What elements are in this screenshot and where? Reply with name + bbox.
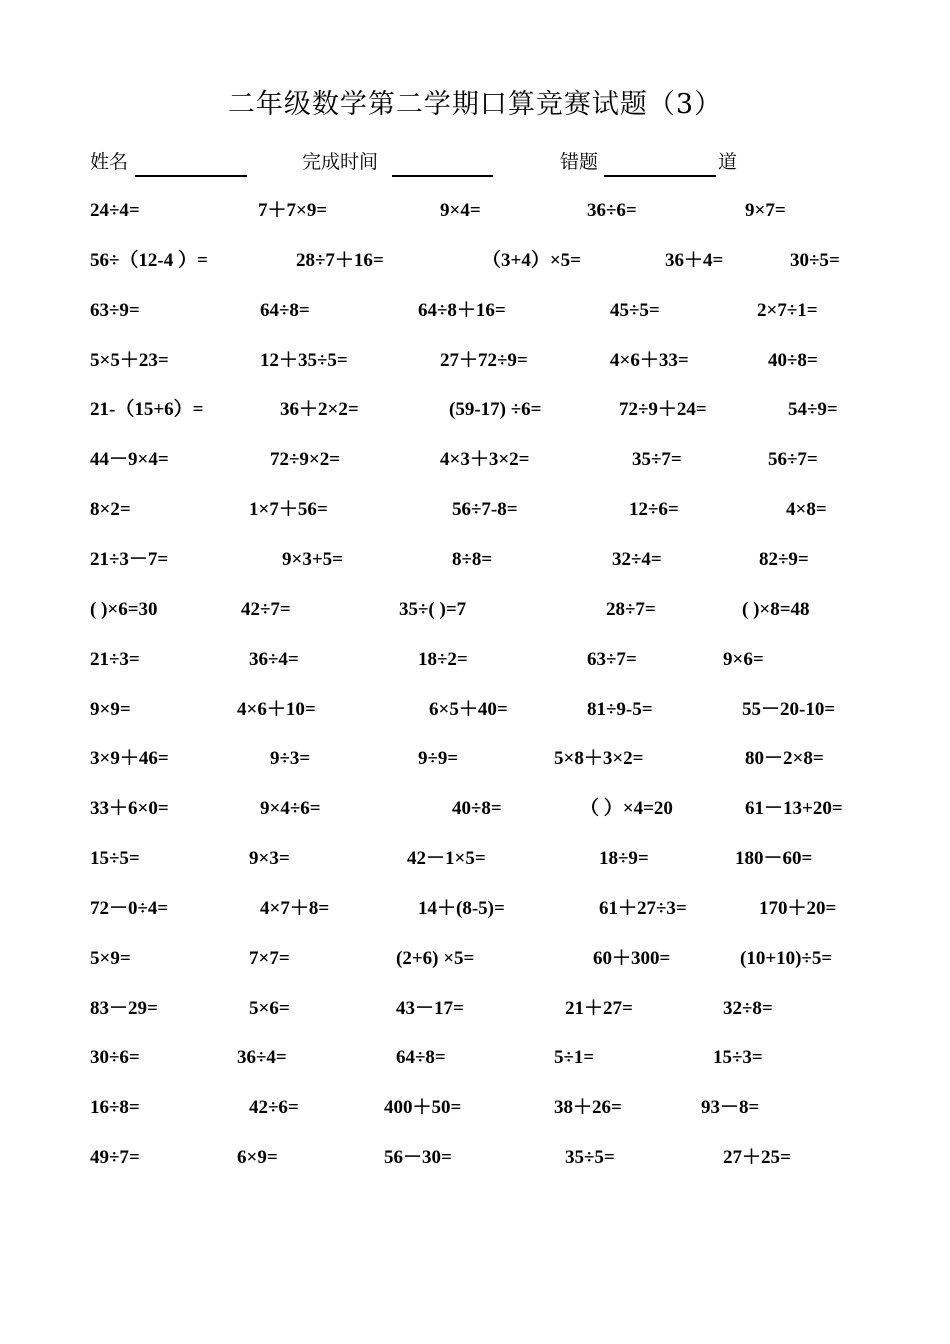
problem-item: 32÷8= [723, 997, 773, 1019]
problem-row [0, 898, 950, 928]
problem-item: 54÷9= [788, 399, 838, 421]
problem-item: 9÷3= [270, 748, 311, 770]
problem-item: 15÷5= [90, 848, 140, 870]
problem-item: 56－30= [384, 1147, 452, 1169]
problem-item: 3×9＋46= [90, 748, 169, 770]
problem-item: 40÷8= [452, 798, 502, 820]
problem-item: 18÷9= [599, 848, 649, 870]
problem-row [0, 1097, 950, 1127]
problem-item: 28÷7＋16= [296, 249, 384, 271]
problem-item: 2×7÷1= [757, 299, 818, 321]
problem-item: 12÷6= [629, 499, 679, 521]
name-label: 姓名 [90, 151, 129, 173]
problem-item: 72÷9＋24= [619, 399, 707, 421]
problem-item: 64÷8= [260, 299, 310, 321]
problem-item: 42－1×5= [407, 848, 486, 870]
problem-row [0, 300, 950, 330]
problem-row [0, 599, 950, 629]
problem-item: 24÷4= [90, 200, 140, 221]
problem-item: (2+6) ×5= [396, 947, 475, 969]
worksheet-title: 二年级数学第二学期口算竞赛试题（3） [227, 89, 723, 120]
problem-row [0, 998, 950, 1028]
problem-row [0, 649, 950, 679]
problem-row [0, 250, 950, 280]
problem-row [0, 549, 950, 579]
problem-item: 32÷4= [612, 548, 662, 570]
problem-item: 27＋72÷9= [440, 349, 528, 371]
problem-row [0, 200, 950, 230]
problem-item: 7×7= [249, 947, 290, 969]
problem-item: 5×9= [90, 947, 131, 969]
problem-item: 43－17= [396, 997, 464, 1019]
problem-item: 4×6＋33= [610, 349, 689, 371]
problem-item: 30÷6= [90, 1047, 140, 1069]
problem-item: 30÷5= [790, 249, 840, 271]
problem-item: 9×6= [723, 648, 764, 670]
problem-item: 9×4= [440, 200, 481, 221]
errors-label: 错题 [560, 151, 599, 173]
problem-row [0, 1047, 950, 1077]
problem-item: 61－13+20= [745, 798, 843, 820]
problem-item: 5÷1= [554, 1047, 595, 1069]
problem-item: 12＋35÷5= [260, 349, 348, 371]
problem-row [0, 1147, 950, 1177]
problem-item: 9×3+5= [282, 548, 343, 570]
problem-item: 18÷2= [418, 648, 468, 670]
problem-item: (10+10)÷5= [740, 947, 833, 969]
problem-item: 38＋26= [554, 1097, 622, 1119]
problem-item: 9×9= [90, 698, 131, 720]
problem-item: 63÷7= [587, 648, 637, 670]
problem-item: 6×9= [237, 1147, 278, 1169]
problem-item: 9×4÷6= [260, 798, 321, 820]
problem-item: 400＋50= [384, 1097, 462, 1119]
problem-item: 36÷6= [587, 200, 637, 221]
time-label: 完成时间 [302, 151, 379, 173]
problem-item: 81÷9-5= [587, 698, 653, 720]
problem-item: 56÷7-8= [452, 499, 518, 521]
problem-item: 63÷9= [90, 299, 140, 321]
problem-item: 9×3= [249, 848, 290, 870]
problem-item: 60＋300= [593, 947, 671, 969]
problem-item: 55－20-10= [742, 698, 836, 720]
problem-item: 83－29= [90, 997, 158, 1019]
problem-item: 36÷4= [249, 648, 299, 670]
problem-row [0, 798, 950, 828]
problem-item: 56÷7= [768, 449, 818, 471]
problem-item: 21-（15+6）= [90, 399, 204, 421]
problem-item: ( )×6=30 [90, 598, 158, 620]
problem-item: 180－60= [735, 848, 813, 870]
problem-item: 64÷8＋16= [418, 299, 506, 321]
problem-item: 36＋2×2= [280, 399, 359, 421]
problem-row [0, 699, 950, 729]
problem-item: 5×8＋3×2= [554, 748, 644, 770]
problem-item: 7＋7×9= [258, 200, 328, 221]
problem-item: 93－8= [701, 1097, 760, 1119]
problem-item: 33＋6×0= [90, 798, 169, 820]
problem-item: 8÷8= [452, 548, 493, 570]
problem-item: 6×5＋40= [429, 698, 508, 720]
problem-row [0, 399, 950, 429]
problem-item: 21÷3－7= [90, 548, 169, 570]
problem-item: 16÷8= [90, 1097, 140, 1119]
problem-item: 4×3＋3×2= [440, 449, 530, 471]
problem-item: 21＋27= [565, 997, 633, 1019]
problem-item: 80－2×8= [745, 748, 824, 770]
problem-item: 36÷4= [237, 1047, 287, 1069]
problem-item: 72÷9×2= [270, 449, 341, 471]
problem-item: 14＋(8-5)= [418, 897, 505, 919]
problem-item: 82÷9= [759, 548, 809, 570]
problem-item: 9÷9= [418, 748, 459, 770]
problem-row [0, 948, 950, 978]
problem-item: 64÷8= [396, 1047, 446, 1069]
problem-item: 21÷3= [90, 648, 140, 670]
problem-item: 42÷7= [241, 598, 291, 620]
problem-item: 4×7＋8= [260, 897, 330, 919]
problem-row [0, 449, 950, 479]
problem-item: 35÷5= [565, 1147, 615, 1169]
problem-row [0, 350, 950, 380]
problem-item: （3+4）×5= [482, 249, 581, 271]
problem-item: 170＋20= [759, 897, 837, 919]
problem-item: 8×2= [90, 499, 131, 521]
problem-item: (59-17) ÷6= [449, 399, 542, 421]
problem-item: 27＋25= [723, 1147, 791, 1169]
problem-row [0, 848, 950, 878]
problem-item: 15÷3= [713, 1047, 763, 1069]
problem-item: 40÷8= [768, 349, 818, 371]
problem-item: 5×5＋23= [90, 349, 169, 371]
problem-item: 36＋4= [665, 249, 724, 271]
problem-row [0, 748, 950, 778]
problem-item: 35÷( )=7 [399, 598, 467, 620]
problem-item: 9×7= [745, 200, 786, 221]
problem-item: 44－9×4= [90, 449, 169, 471]
problem-item: （ ）×4=20 [580, 798, 673, 820]
problem-item: 42÷6= [249, 1097, 299, 1119]
problem-item: 45÷5= [610, 299, 660, 321]
problem-item: 72－0÷4= [90, 897, 169, 919]
problem-item: 4×6＋10= [237, 698, 316, 720]
problem-item: ( )×8=48 [742, 598, 810, 620]
problem-item: 5×6= [249, 997, 290, 1019]
problem-item: 1×7＋56= [249, 499, 328, 521]
problem-item: 56÷（12-4 ）= [90, 249, 208, 271]
problem-item: 4×8= [786, 499, 827, 521]
problem-item: 49÷7= [90, 1147, 140, 1169]
problem-item: 28÷7= [606, 598, 656, 620]
problem-row [0, 499, 950, 529]
problem-item: 35÷7= [632, 449, 682, 471]
errors-suffix: 道 [718, 151, 738, 173]
problem-item: 61＋27÷3= [599, 897, 687, 919]
